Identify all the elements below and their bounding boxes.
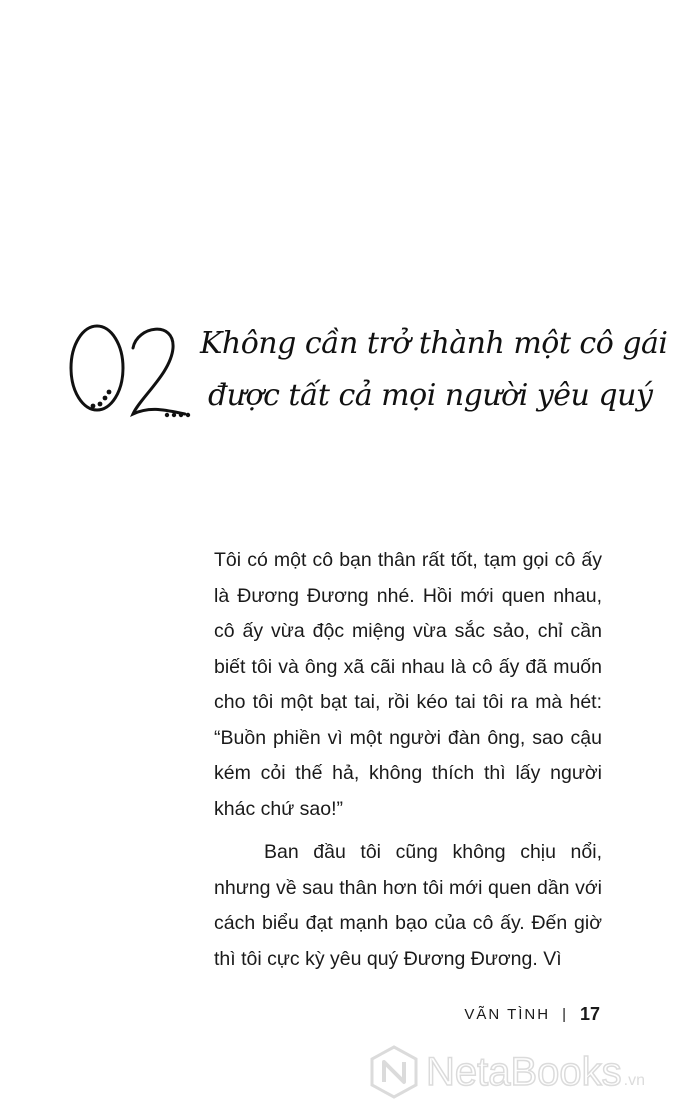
footer-author: VÃN TÌNH [464,1006,551,1023]
paragraph: Tôi có một cô bạn thân rất tốt, tạm gọi cô ấy là Đương Đương nhé. Hồi mới quen nhau, cô ấy vừa độc miệng vừa sắc sảo, chỉ cần biết tôi và ông xã cãi nhau là cô ấy đã muốn cho tôi một bạt tai, rồi kéo tai tôi ra mà hét: “Buồn phiền vì một người đàn ông, sao cậu kém cỏi thế hả, không thích thì lấy người khác chứ sao!” [214,549,602,820]
paragraph: Ban đầu tôi cũng không chịu nổi, nhưng về sau thân hơn tôi mới quen dần với cách biểu đạt mạnh bạo của cô ấy. Đến giờ thì tôi cực kỳ yêu quý Đương Đương. Vì [214,841,602,970]
chapter-title-line-1: Không cần trở thành một cô gái [200,326,668,361]
watermark-suffix: .vn [623,1072,646,1089]
chapter-title [200,318,668,422]
netabooks-logo-icon [368,1044,420,1100]
page-number: 17 [579,1004,600,1024]
chapter-number [55,318,205,428]
page-footer [464,1004,600,1025]
footer-separator: | [562,1006,568,1023]
watermark [368,1042,688,1102]
chapter-heading [55,318,668,458]
body-text [214,543,602,977]
chapter-title-line-2: được tất cả mọi người yêu quý [208,378,653,413]
watermark-brand: NetaBooks [426,1049,622,1094]
